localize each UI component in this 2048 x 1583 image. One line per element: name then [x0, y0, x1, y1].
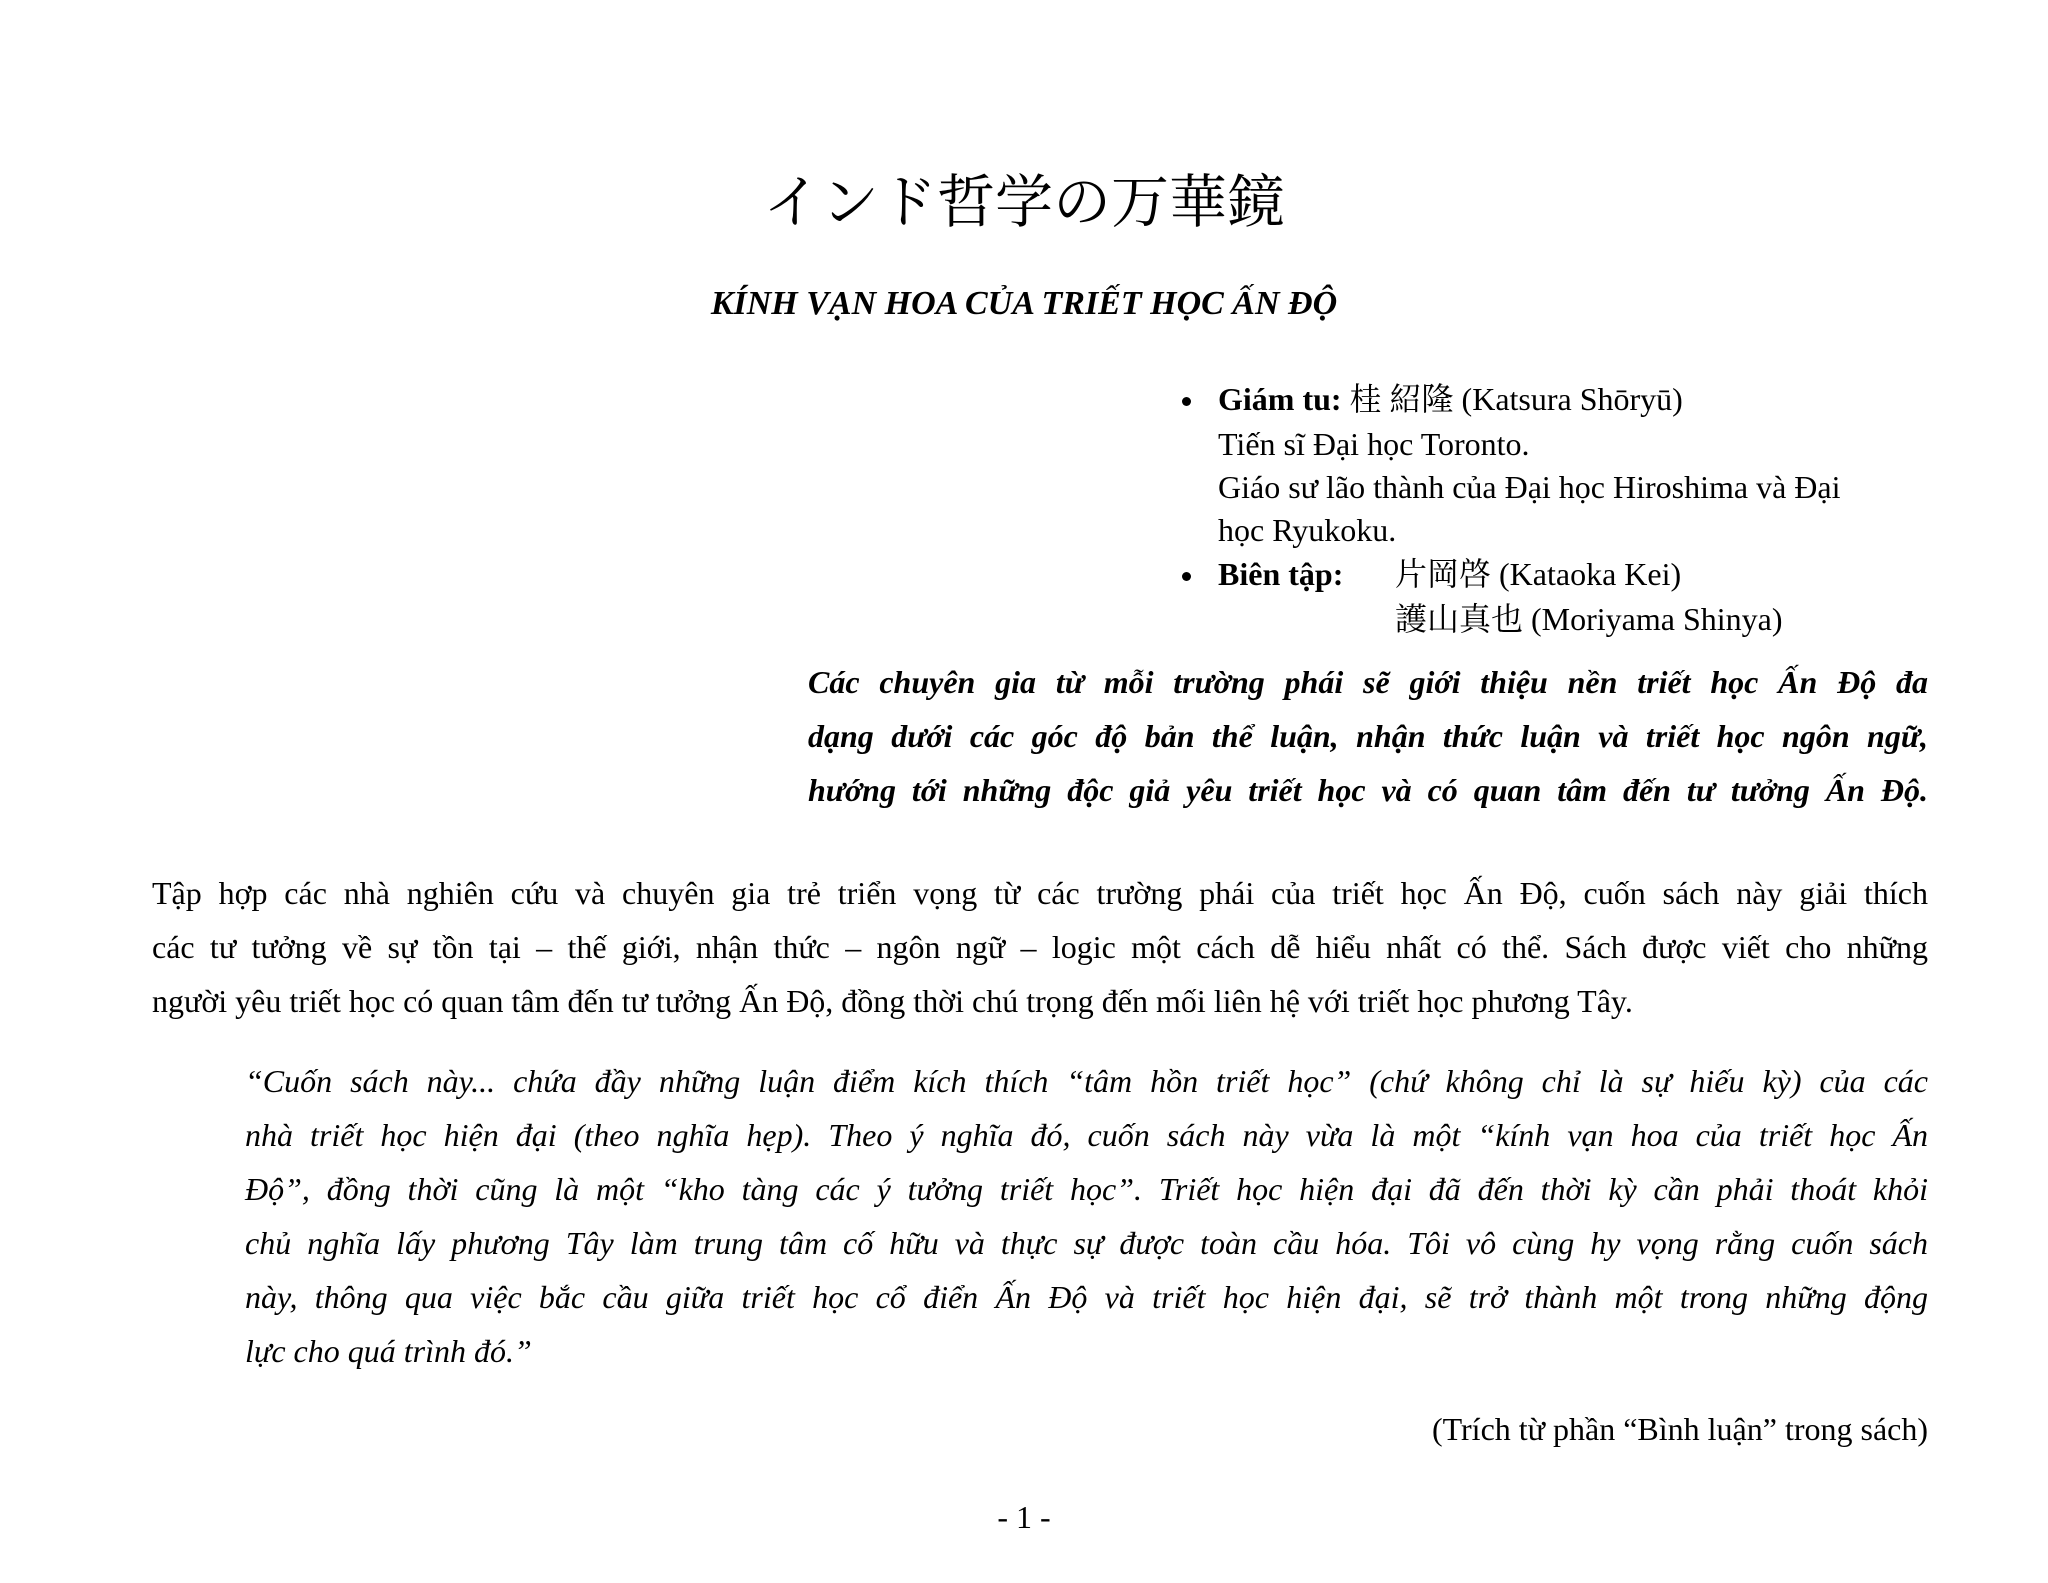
supervisor-label: Giám tu:	[1218, 381, 1342, 417]
quote-line: lực cho quá trình đó.”	[245, 1333, 532, 1369]
body-line: người yêu triết học có quan tâm đến tư tưởng Ấn Độ, đồng thời chú trọng đến mối liên hệ với triết học phương Tây.	[152, 983, 1633, 1019]
bullet-editors	[1182, 572, 1191, 581]
quote-line: này, thông qua việc bắc cầu giữa triết học cổ điển Ấn Độ và triết học hiện đại, sẽ trở thành một trong những động	[245, 1279, 1928, 1315]
book-summary	[808, 655, 1928, 817]
page-title-japanese: インド哲学の万華鏡	[762, 168, 1285, 236]
quote-source: (Trích từ phần “Bình luận” trong sách)	[1431, 1411, 1928, 1447]
summary-line: Các chuyên gia từ mỗi trường phái sẽ giới thiệu nền triết học Ấn Độ đa	[808, 664, 1928, 700]
summary-line: dạng dưới các góc độ bản thể luận, nhận thức luận và triết học ngôn ngữ,	[808, 718, 1928, 754]
editor-name-2: 護山真也 (Moriyama Shinya)	[1395, 601, 1783, 637]
page-number: - 1 -	[997, 1499, 1051, 1535]
quote-line: Độ”, đồng thời cũng là một “kho tàng các ý tưởng triết học”. Triết học hiện đại đã đến thời kỳ cần phải thoát khỏi	[245, 1171, 1928, 1207]
review-quote	[245, 1054, 1928, 1378]
body-paragraph	[152, 866, 1928, 1028]
quote-line: chủ nghĩa lấy phương Tây làm trung tâm cố hữu và thực sự được toàn cầu hóa. Tôi vô cùng hy vọng rằng cuốn sách	[245, 1225, 1928, 1261]
supervisor-degree: Tiến sĩ Đại học Toronto.	[1218, 426, 1530, 462]
supervisor-position: Giáo sư lão thành của Đại học Hiroshima và Đại	[1218, 469, 1841, 505]
supervisor-name: 桂 紹隆 (Katsura Shōryū)	[1349, 381, 1683, 417]
bullet-supervisor	[1182, 397, 1191, 406]
supervisor-position-cont: học Ryukoku.	[1218, 512, 1397, 548]
page-title-vietnamese: KÍNH VẠN HOA CỦA TRIẾT HỌC ẤN ĐỘ	[710, 285, 1338, 322]
supervisor-line	[1218, 378, 1683, 421]
editors-label: Biên tập:	[1218, 556, 1344, 592]
quote-line: “Cuốn sách này... chứa đầy những luận điểm kích thích “tâm hồn triết học” (chứ không chỉ là sự hiếu kỳ) của các	[245, 1063, 1928, 1099]
quote-line: nhà triết học hiện đại (theo nghĩa hẹp). Theo ý nghĩa đó, cuốn sách này vừa là một “kính vạn hoa của triết học Ấn	[245, 1117, 1928, 1153]
body-line: Tập hợp các nhà nghiên cứu và chuyên gia trẻ triển vọng từ các trường phái của triết học Ấn Độ, cuốn sách này giải thích	[152, 875, 1928, 911]
body-line: các tư tưởng về sự tồn tại – thế giới, nhận thức – ngôn ngữ – logic một cách dễ hiểu nhất có thể. Sách được viết cho những	[152, 929, 1928, 965]
editor-name-1: 片岡啓 (Kataoka Kei)	[1395, 556, 1682, 592]
summary-line: hướng tới những độc giả yêu triết học và có quan tâm đến tư tưởng Ấn Độ.	[808, 772, 1928, 808]
